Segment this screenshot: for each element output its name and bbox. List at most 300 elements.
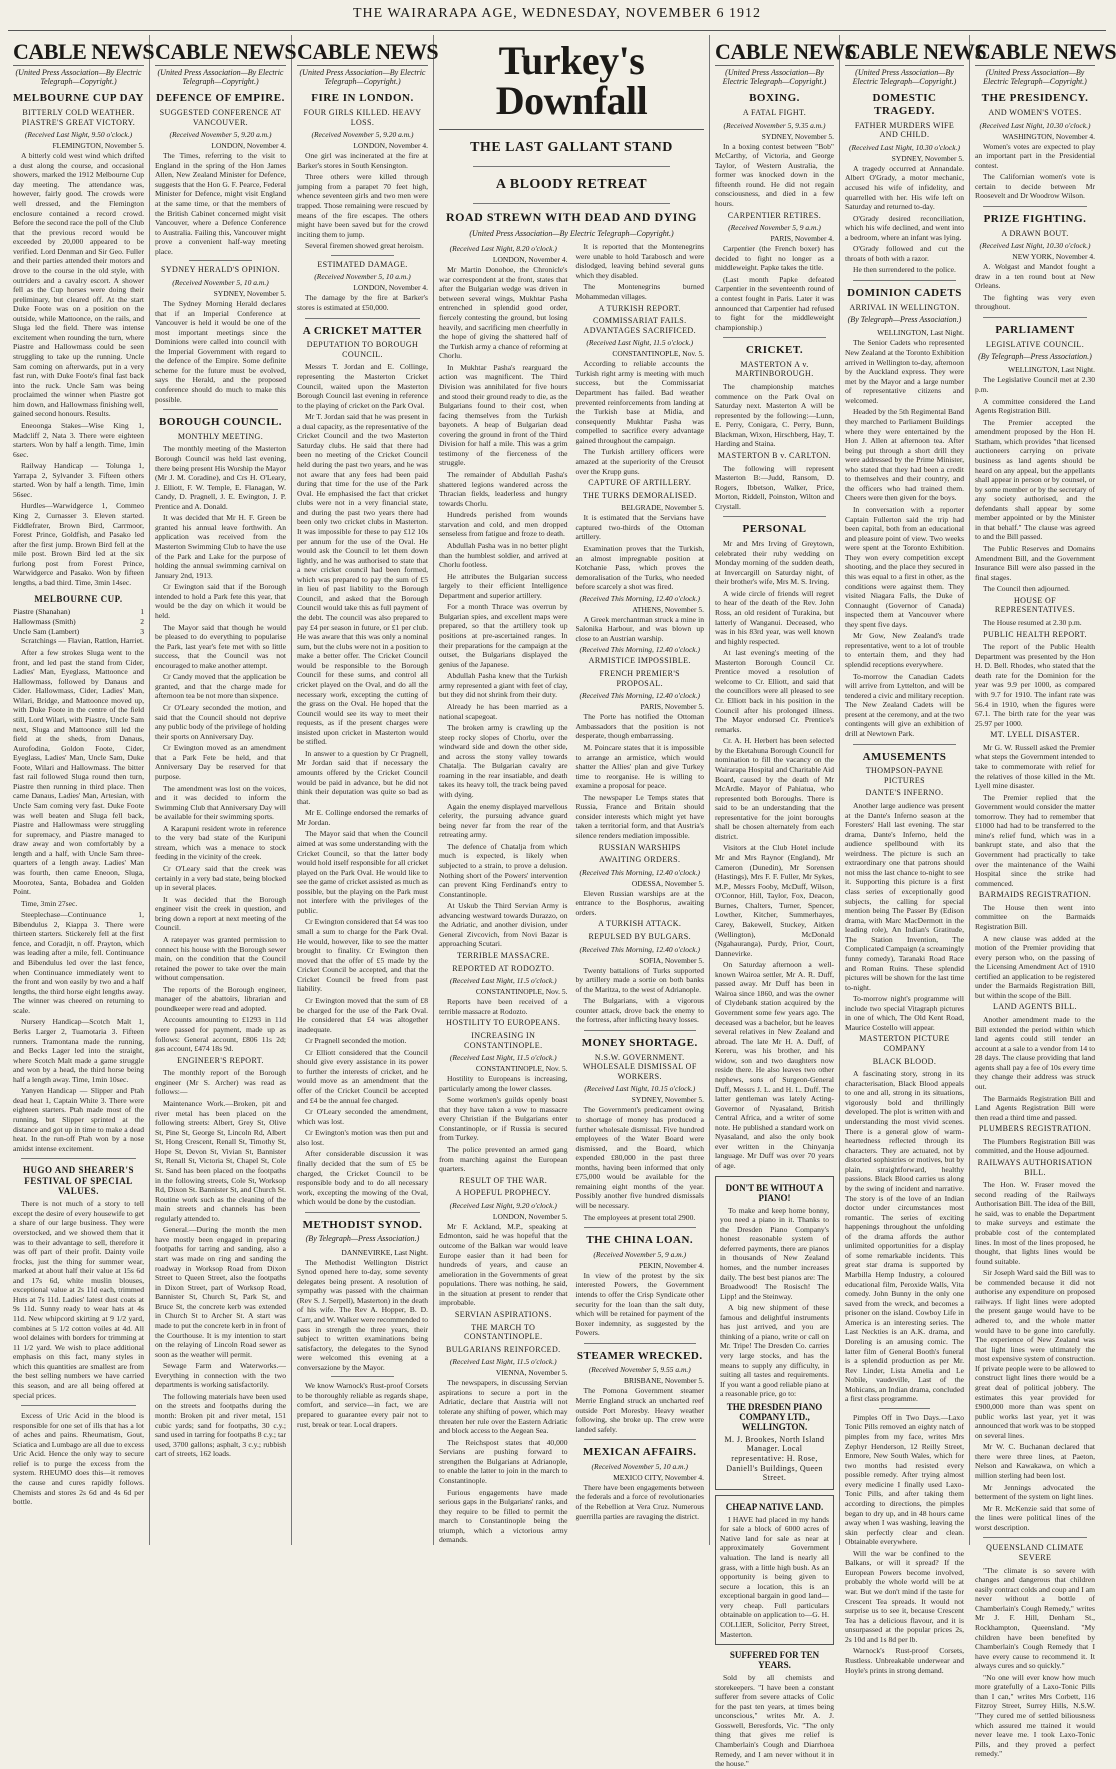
article-heading: A CRICKET MATTER — [302, 324, 423, 337]
paragraph: Abdullah Pasha knew that the Turkish army represented a giant with feet of clay, but they did not shrink from their duty. — [439, 671, 568, 700]
feature-subtitle: A BLOODY RETREAT — [495, 177, 648, 192]
section-heading: RAILWAYS AUTHORISATION BILL. — [977, 1157, 1093, 1177]
article-heading: AMUSEMENTS — [862, 750, 947, 763]
place-line: DANNEVIRKE, Last Night. — [341, 1247, 428, 1257]
divider — [473, 203, 670, 204]
column-header: CABLE NEWS — [297, 39, 439, 64]
paragraph: Messrs T. Jordan and E. Collinge, representing the Masterton Cricket Council, waited upon the Masterton Borough Council last evening in reference to the playing of cricket on the Park Oval. — [297, 362, 428, 410]
section-subheading: REPULSED BY BULGARS. — [588, 932, 692, 942]
paragraph: We know Warnock's Rust-proof Corsets to be thoroughly reliable as regards shape, comfort, and service—in fact, we are prepared to guarantee every pair not to rust, break or tear. Local drapers. — [297, 1381, 428, 1429]
section-heading: BARMAIDS REGISTRATION. — [978, 890, 1092, 900]
paragraph: The Sydney Morning Herald declares that if an Imperial Conference at Vancouver is held it would be one of the most important meetings since the Dominions were called into council with the Imperial Government with regard to the defence of the Empire. Some definite scheme for the future must be evolved, says the Herald, and the proposed conference should do much to make this possible. — [155, 298, 286, 404]
article-subheading: A FATAL FIGHT. — [742, 108, 807, 118]
paragraph: Cr Pragnell seconded the motion. — [305, 1036, 407, 1046]
section-heading: SERVIAN ASPIRATIONS. — [454, 1309, 552, 1319]
divider — [189, 260, 252, 261]
paragraph: At Uskub the Third Servian Army is advancing westward towards Durazzo, on the Adriatic, and another division, under General Zivcovich, from Novi Bazar is approaching Scutari. — [439, 901, 568, 949]
paragraph: It was decided that the Borough engineer visit the creek in question, and bring down a report at next meeting of the Council. — [155, 894, 286, 933]
article-subheading: FATHER MURDERS WIFE AND CHILD. — [854, 120, 955, 140]
paragraph: Another large audience was present at the Dante's Inferno season at the Foresters' Hall last evening. The star drama, Dante's Inferno, held the audience spellbound with its weirdness. The picture is such an extraordinary one that patrons should not miss the last chance to-night to see it. Supporting this picture is a first class series of exceptionally good subjects, the calling for special mention being The Passer By (Edison drama, with Marc MacDermott in the leading role), An Indian's Gratitude, The Station Invention, The Complicated Campaign (a screamingly funny comedy), Taranaki Road Race and Roman Ruins. These splendid pictures will be shown for the last time to-night. — [845, 800, 964, 992]
place-line: PARIS, November 4. — [770, 234, 834, 244]
place-line: LONDON, November 4. — [492, 255, 568, 265]
credit-line: (By Telegraph—Press Association.) — [305, 1234, 420, 1244]
paragraph: Cr Ewington moved that the sum of £8 be charged for the use of the Park Oval. He considered that £4 was altogether inadequate. — [297, 995, 428, 1034]
paragraph: "No one will ever know how much more gratefully of a Laxo-Tonic Pills than I can," writes Mrs Corbett, 116 Fitzroy Street, Surrey Hills, N.S.W. "They cured me of settled biliousness which assured me ttained it would never leave me. I took Laxo-Tonic Pills, and they proved a perfect remedy." — [975, 1672, 1095, 1759]
advertisement-land — [715, 1495, 834, 1645]
paragraph: Headed by the 5th Regimental Band they marched to Parliament Buildings where they were entertained by the Hon J. Allen at afternoon tea. After being put through a short drill they were addressed by the Prime Minister, who stated that they had been a credit to themselves and their country, and the officers who had trained them. Cheers were then given for the boys. — [845, 407, 964, 503]
divider — [584, 1343, 697, 1344]
paragraph: A tragedy occurred at Annandale. Albert O'Grady, a motor mechanic, accused his wife of infidelity, and quarrelled with her. His wife left on Saturday and returned to-day. — [845, 163, 964, 212]
place-line: MEXICO CITY, November 4. — [613, 1472, 704, 1482]
section-heading: MASTERTON PICTURE COMPANY — [859, 1034, 950, 1054]
divider — [983, 317, 1087, 318]
paragraph: Steeplechase—Continuance 1, Bibendulus 2, Kiappa 3. There were thirteen starters. Stickerely fell at the first fence, and Coradjit, n off. Prayton, which was leading after a mile, fell. Continuance and Bibendulus led over the last fence, when Continuance immediately went to the front and won easily by two and a half lengths, the third horse eight lengths away. The winner was cheered on returning to scale. — [13, 910, 144, 1015]
paragraph: Furious engagements have made serious gaps in the Bulgarians' ranks, and they require to be filled to permit the march to Constantinople being the triumph, which a victorious army demands. — [439, 1487, 568, 1545]
credit-line: (By Telegraph—Press Association.) — [978, 352, 1092, 362]
result-name: Uncle Sam (Lambert) — [13, 626, 80, 636]
place-line: ODESSA, November 5. — [631, 878, 704, 888]
paragraph: A wide circle of friends will regret to hear of the death of the Rev. John Ross, an old resident of Turakina, but latterly of Wanganui. Deceased, who was in his 83rd year, was well known and highly respected. — [715, 588, 834, 646]
place-line: BELGRADE, November 5. — [621, 503, 704, 513]
paragraph: The Premier accepted the amendment proposed by the Hon H. Statham, which provides "that licensed auctioneers carrying on private business as land agents should be heard on any appeal, but the appellants shall appear in person or by counsel, or by some member or by the secretary of any society authorised, and the defendants shall appear by some member appointed or by the Minister in that behalf." The clause was agreed to and the Bill passed. — [975, 417, 1095, 542]
paragraph: A committee considered the Land Agents Registration Bill. — [975, 396, 1095, 416]
paragraph: Mr F. Ackland, M.P., speaking at Edmonton, said he was hopeful that the outcome of the Balkan war would leave Europe easier than it had been for hundreds of years, and cause an amelioration in the Governments of great populations. There was nothing, he said, in the situation at present to render that improbable. — [439, 1221, 568, 1308]
section-heading: FRENCH PREMIER'S PROPOSAL. — [599, 669, 681, 688]
place-line: WELLINGTON, Last Night. — [1008, 365, 1095, 375]
paragraph: Time, 3min 27sec. — [21, 898, 78, 908]
place-line: CONSTANTINOPLE, Nov. 5. — [612, 349, 704, 359]
paragraph: Mr Martin Donohoe, the Chronicle's war correspondent at the front, states that after the Bulgarian wedge was driven in between several wings, Mukhtar Pasha entrenched in splendid good order, fiercely contesting the ground, but losing heavily, and sacrificing men cheerfully in the hope of giving the shattered half of the Turkish army a chance of reforming at Chorlu. — [439, 265, 568, 361]
result-row — [13, 617, 144, 627]
section-heading: PLUMBERS REGISTRATION. — [978, 1124, 1092, 1134]
paragraph: To make and keep home bonny, you need a piano in it. Thanks to the Dresden Piano Company's honest reasonable system of deferred payments, there are pianos in thousands of New Zealand homes, and the number increases daily. The best best pianos are: The Broadwood! The Rosisch! The Lipp! and the Steinway. — [720, 1205, 829, 1301]
paragraph: Twenty battalions of Turks supported by artillery made a sortie on both banks of the Maritza, to the west of Adrianople. — [575, 965, 704, 994]
column-1 — [8, 35, 155, 1545]
article-subheading: SUGGESTED CONFERENCE AT VANCOUVER. — [159, 108, 282, 127]
paragraph: In view of the protest by the six interested Powers, the Government intends to offer the Crisp Syndicate other security for the loan than the salt duty, which will be retained for payment of the Boxer indemnity, as suggested by the Powers. — [575, 1270, 704, 1338]
paragraph: (Last month Papke defeated Carpentier in the seventeenth round of a contest fought in Paris. Later it was announced that Carpentier had refused to fight for the middleweight championship.) — [715, 274, 834, 332]
paragraph: The amendment was lost on the voices, and it was decided to inform the Swimming Club that Anniversary Day will be available for their swimming sports. — [155, 783, 286, 822]
feature-title: Turkey's Downfall — [439, 41, 704, 130]
column-7 — [970, 35, 1116, 1759]
paragraph: Hundreds perished from wounds starvation and cold, and men dropped senseless from fatigue and froze to death. — [439, 510, 568, 539]
place-line: ATHENS, November 5. — [632, 604, 704, 614]
paragraph: The newspapers, in discussing Servian aspirations to secure a port in the Adriatic, declare that Austria will not tolerate any shifting of power, which may threaten her rule over the Eastern Adriatic and block access to the Aegean Sea. — [439, 1378, 568, 1436]
paragraph: The Porte has notified the Ottoman Ambassadors that the position is not desperate, though embarrassing. — [575, 712, 704, 741]
place-line: LONDON, November 4. — [211, 141, 286, 151]
paragraph: Cr Ewington's motion was then put and also lost. — [297, 1128, 428, 1147]
place-line: VIENNA, November 5. — [495, 1368, 568, 1378]
paragraph: The monthly report of the Borough engineer (Mr S. Archer) was read as follows:— — [155, 1068, 286, 1097]
paragraph: Women's votes are expected to play an important part in the Presidential contest. — [975, 141, 1095, 170]
dateline: (Received Last Night, 10.30 o'clock.) — [849, 142, 960, 152]
paragraph: To-morrow night's programme will include two special Vitagraph pictures in one of which, The Old Kent Road, Maurice Costello will appear. — [845, 994, 964, 1032]
section-heading: RESULT OF THE WAR. — [459, 1175, 548, 1185]
credit-line: (United Press Association—By Electric Telegraph—Copyright.) — [157, 68, 284, 87]
divider — [305, 1212, 420, 1213]
article-heading: DEFENCE OF EMPIRE. — [156, 92, 285, 105]
article-heading: MONEY SHORTAGE. — [581, 1037, 698, 1049]
paragraph: Examination proves that the Turkish, an almost impregnable position at Kotchanie Pass, which proves the demoralisation of the Turks, who needed before scarcely a shot was fired. — [575, 543, 704, 592]
section-subheading: INCREASING IN CONSTANTINOPLE. — [464, 1030, 543, 1050]
article-heading: MEXICAN AFFAIRS. — [582, 1446, 697, 1459]
divider — [879, 1408, 930, 1409]
paragraph: In Mukhtar Pasha's rearguard the action was magnificent. The Third Division was annihilated for five hours and stood their ground ready to die, as the Bulgarians found to their cost, when facing themselves from the Turkish bayonets. A heap of Bulgarian dead covering the ground in front of the Third Division for half a mile. This was a grim testimony of the fierceness of the struggle. — [439, 362, 568, 468]
paragraph: Cr O'Leary seconded the amendment, which was lost. — [297, 1107, 428, 1126]
column-header: CABLE NEWS — [155, 39, 297, 64]
section-heading: ENGINEER'S REPORT. — [177, 1055, 264, 1065]
section-heading: RUSSIAN WARSHIPS — [598, 842, 681, 852]
paragraph: Reports have been received of a terrible massacre at Rodozto. — [439, 997, 568, 1016]
feature-right — [576, 242, 705, 1547]
place-line: SYDNEY, November 5. — [891, 153, 964, 163]
feature-left — [439, 242, 568, 1547]
result-place: 3 — [140, 626, 144, 636]
paragraph: The Californian women's vote is certain to decide between Mr Roosevelt and Dr Woodrow Wilson. — [975, 172, 1095, 201]
divider — [723, 337, 826, 338]
paragraph: The Mayor said that when the Council aimed at was some understanding with the Cricket Council, so that the latter body would hold itself responsible for all cricket played on the Park Oval. He would like to see the game of cricket assisted as much as possible, but the playing on the Park must not interfere with the privileges of the public. — [297, 829, 428, 915]
article-heading: THE CHINA LOAN. — [586, 1234, 694, 1247]
paragraph: According to reliable accounts the Turkish right army is meeting with much success, but the Commissariat Department has failed. Bad weather prevented reinforcements from landing at the Turkish base at Midia, and consequently Mukhtar Pasha was compelled to sacrifice every advantage gained throughout the campaign. — [575, 359, 704, 445]
section-heading: BULGARIANS REINFORCED. — [445, 1344, 561, 1354]
divider — [853, 744, 956, 745]
feature-subtitle: THE LAST GALLANT STAND — [470, 140, 673, 155]
paragraph: The defence of Chatalja from which much is expected, is likely when subjected to a strain, to prove a delusion. Nothing short of the Powers' intervention can prevent King Ferdinand's entry to Constantinople. — [439, 841, 568, 899]
paragraph: The Hon. W. Fraser moved the second reading of the Railways Authorisation Bill. The idea of the Bill, he said, was to enable the Department to make surveys and estimate the probable cost of the contemplated lines. In most of the lines proposed, he thought, that lights lines would be found suitable. — [975, 1180, 1095, 1266]
paragraph: A Greek merchantman struck a mine in Salonika Harbour, and was blown up close to an Austrian warship. — [575, 614, 704, 643]
section-heading: MASTERTON B v. CARLTON. — [717, 450, 832, 460]
paragraph: Excess of Uric Acid in the blood is responsible for one set of ills that has a lot of aches and pains. Rheumatism, Gout, Sciatica and Lumbago are all due to excess Uric Acid. Hence the only way to secure relief is to purge the excess from the system. RHEUMO does this—it removes the cause and cures rapidly follows. Chemists and stores 2s 6d and 4s 6d per bottle. — [13, 1411, 144, 1507]
paragraph: Cr Ewington moved as an amendment that a Park Fete be held, and that Anniversary Day be reserved for that purpose. — [155, 743, 286, 781]
paragraph: After a few strokes Sluga went to the front, and led past the stand from Cider, Ladies' Man, Eyeglass, Mattoonce and Hallowmass, followed by Danaus and Cider. Hallowmass, Cider, Ladies' Man, Wilari, Bridge, and Mattoonce moved up, with Duke Foote in the centre of the field still, Lord Wilari, with Piastre, Uncle Sam next, Sluga and Mattoonce still led the field at the sheds, from Danaus, Aurofodina, Goldon Foote, Cider, Eyeglass, Ladies' Man, Uncle Sam, Duke Foote, Wilari and Hallowmass. The bitter fast rail followed Sluga round then turn, Piastre then running in third place. Then came Danaus, Ladies' Man, Artesian, with Uncle Sam coming very fast. Duke Foote was well beaten and Sluga fell back, Piastre and Hallowmass were struggling for supremacy, and Piastre managed to draw away and won comfortably by a length and a half, with Uncle Sam three-quarters of a length away. Ladies' Man was fourth, then came Eneoon, Sluga, Moorotea, Santa, Bobadea and Golden Point. — [13, 648, 144, 897]
paragraph: At last evening's meeting of the Masterton Borough Council Cr. Prentice moved a resolution of welcome to Cr. Elliott, and said that the councillors were all pleased to see Cr. Elliott back in his position in the Council after his prolonged illness. The Mayor endorsed Cr. Prentice's remarks. — [715, 648, 834, 734]
paragraph: One girl was incinerated at the fire at Barker's stores in South Kensington. — [297, 151, 428, 170]
feature-body — [439, 242, 704, 1547]
ad-title: CHEAP NATIVE LAND. — [725, 1501, 824, 1512]
paragraph: The following will represent Masterton B:—Judd, Ransom, D. Rogers, Ibbetson, Walker, Price, Morton, Riddell, Poinston, Wilton and Crystall. — [715, 463, 834, 511]
paragraph: Warnock's Rust-proof Corsets, Rustless. Unbreakable underwear and Hoyle's prints in strong demand. — [845, 1646, 964, 1675]
paragraph: The Pomona Government steamer Merrie England struck an uncharted reef outside Port Moresby. Heavy weather following, she broke up. The crew were landed safely. — [575, 1386, 704, 1434]
masthead — [8, 6, 1106, 31]
dateline: (Received Last Night, 11.5 o'clock.) — [449, 1053, 557, 1063]
dateline: (Received Last Night, 10.15 o'clock.) — [584, 1084, 696, 1094]
paragraph: The Public Reserves and Domains Amendment Bill, and the Government Insurance Bill were also passed in the final stages. — [975, 544, 1095, 582]
divider — [584, 1439, 697, 1440]
dateline: (Received Last Night, 10.30 o'clock.) — [979, 120, 1091, 130]
paragraph: The newspaper Le Temps states that Russia, France and Britain should consider interests which might yet have taken a territorial form, and that Austria's silence renders mediation impossible. — [575, 792, 704, 840]
article-heading: HUGO AND SHEARER'S FESTIVAL OF SPECIAL VALUES. — [22, 1165, 135, 1196]
paragraph: A. Wolgast and Mandot fought a draw in a ten round bout at New Orleans. — [975, 262, 1095, 291]
credit-line: (United Press Association—By Electric Telegraph—Copyright.) — [469, 229, 674, 238]
credit-line: (United Press Association—By Electric Telegraph—Copyright.) — [983, 68, 1087, 87]
section-heading: A TURKISH REPORT. — [598, 303, 681, 313]
paragraph: Hostility to Europeans is increasing, particularly among the lower classes. — [439, 1074, 568, 1093]
credit-line: (United Press Association—By Electric Telegraph—Copyright.) — [299, 68, 426, 87]
paragraph: M. Poincare states that it is impossible to arrange an armistice, which would shatter the Allies' plan and give Turkey time to reorganise. He is willing to examine a proposal for peace. — [575, 742, 704, 791]
credit-line: (United Press Association—By Electric Telegraph—Copyright.) — [852, 68, 957, 87]
dateline: (Received November 5, 9 a.m.) — [728, 223, 821, 233]
dateline: (Received This Morning, 12.40 o'clock.) — [579, 645, 701, 655]
paragraph: The damage by the fire at Barker's stores is estimated at £50,000. — [297, 293, 428, 312]
paragraph: The Times, referring to the visit to England in the spring of the Hon James Allen, New Zealand Minister for Defence, suggests that the Hon G. F. Pearce, Federal Minister for Defence, might visit England at the same time, or that the members of the British Cabinet concerned might visit Vancouver, where a Defence Conference to Australia. Failing this, Vancouver might prove a convenient half-way meeting place. — [155, 151, 286, 256]
article-subheading: MONTHLY MEETING. — [177, 431, 264, 441]
paragraph: A bitterly cold west wind which drifted a dust along the course, and occasional showers, marked the 1912 Melbourne Cup day meeting. The attendance was, however, fairly good. The crowds were well dressed, and the Flemington enclosure contained a record crowd. Before the second race the poll of the Club that the previous record would be exceeded by 20,000 appeared to be verified. Lord Denman and Sir Geo. Fuller and their parties attended their motors and drove to the course in the old style, with outriders and a cavalry escort. A shower fell as the Cup horses were doing their preliminary, but cleared off. At the start Duke Foote was on a position on the outside, while Mattoonce, on the rails, and Sluga led the field. There was intense excitement when rounding the turn, where Piastre and Hallowmass could be seen struggling to take up the running. Uncle Sam coming on afterwards, put in a very fast run, with Duke Foote's final fast back into the ruck. Uncle Sam was being proclaimed the winner when Piastre got him down, and Hallowmass finishing well, gained second honours. Results. — [13, 151, 144, 419]
paragraph: The Legislative Council met at 2.30 p.m. — [975, 375, 1095, 395]
section-heading: SYDNEY HERALD'S OPINION. — [161, 265, 280, 275]
article-subheading: DEPUTATION TO BOROUGH COUNCIL. — [306, 340, 419, 359]
divider — [163, 409, 278, 410]
article-heading: PARLIAMENT — [995, 324, 1075, 337]
paragraph: Carpentier (the French boxer) has decided to fight no longer as a middleweight. Papke takes the title. — [715, 244, 834, 273]
dateline: (Received Last Night, 9.50 o'clock.) — [24, 130, 133, 140]
divider — [305, 318, 420, 319]
paragraph: Cr Ewington said that if the Borough intended to hold a Park fete this year, that would be the day on which it would be held. — [155, 582, 286, 620]
article-subheading: THOMPSON-PAYNE PICTURES — [865, 766, 944, 785]
masthead-title: THE WAIRARAPA AGE, WEDNESDAY, NOVEMBER 6 1912 — [352, 6, 761, 21]
article-subheading: N.S.W. GOVERNMENT. WHOLESALE DISMISSAL OF WORKERS. — [582, 1052, 697, 1081]
result-row — [13, 607, 144, 617]
place-line: CONSTANTINOPLE, Nov. 5. — [475, 987, 568, 997]
section-subheading: THE MARCH TO CONSTANTINOPLE. — [464, 1322, 543, 1342]
paragraph: "The climate is so severe with changes and dangerous that children easily contract colds and coup and I am never without a bottle of Chamberlain's Cough Remedy," writes Mr J. F. Hill, Denham St., Rockhampton, Queensland. "My children have been benefited by Chamberlain's Cough Remedy that I have every cause to recommend it. It always cures and so quickly." — [975, 1565, 1095, 1671]
article-heading: PERSONAL — [742, 523, 807, 536]
place-line: SYDNEY, November 5. — [213, 288, 286, 298]
article-subheading: A DRAWN BOUT. — [1001, 228, 1069, 238]
column-header: CABLE NEWS — [975, 39, 1116, 64]
paragraph: The Methodist Wellington District Synod opened here to-day, some seventy delegates being present. A resolution of sympathy was passed with the chairman (Rev S. J. Serpell), Masterton) in the death of his wife. The Rev A. Hopper, B. D. Carr, and W. Walker were recommended to pass in strength the three years, their subject to written examinations being satisfactory, the delegates to the Synod were welcomed this evening at a conversazione by the Mayor. — [297, 1257, 428, 1372]
paragraph: The Mayor said that though he would be pleased to do everything to popularise the Park, last year's fete met with so little success, that the Council was not encouraged to make another attempt. — [155, 622, 286, 670]
section-heading: HOSTILITY TO EUROPEANS. — [446, 1018, 561, 1028]
result-row — [13, 627, 144, 637]
divider — [331, 255, 394, 256]
paragraph: Mr Gow, New Zealand's trade representative, went to a lot of trouble to entertain them, and they had splendid receptions everywhere. — [845, 631, 964, 670]
paragraph: Visitors at the Club Hotel include Mr and Mrs Raynor (England), Mr Cameron (Dunedin), Mr Sorensen (Hastings), Mrs F. F. Fuller, Mr Sykes, M.P., Messrs Fooby, McDuff, Wilson, O'Connor, Hill, Taylor, Fox, Deacon, Burnes, Chalters, Turner, Spencer, Lowther, Kitcher, Summerhayes, Carey, Bakewell, Stuckey, Aitken (Wellington), McDonald (Ngahauranga), Purdy, Prior, Court, Dannevirke. — [715, 843, 834, 958]
section-heading: DANTE'S INFERNO. — [865, 788, 944, 798]
article-subheading: ARRIVAL IN WELLINGTON. — [849, 302, 960, 312]
column-5 — [710, 35, 857, 1769]
place-line: CONSTANTINOPLE, Nov. 5. — [475, 1064, 568, 1074]
paragraph: Mr R. McKenzie said that some of the lines were political lines of the worst description. — [975, 1503, 1095, 1532]
paragraph: Cr Elliott considered that the Council should give every assistance in its power to further the interests of cricket, and he would move as an amendment that the offer of the Cricket Council be accepted and £4 be the annual fee charged. — [297, 1047, 428, 1105]
credit-line: (United Press Association—By Electric Telegraph—Copyright.) — [722, 68, 827, 87]
place-line: SOFIA, November 5. — [639, 955, 704, 965]
paragraph: A new clause was added at the motion of the Premier providing that every person who, on the passing of the Licensing Amendment Act of 1910 certified an application to be registered under the Barmaids Registration Bill, but within the scope of the Bill. — [975, 933, 1095, 1000]
place-line: LONDON, November 4. — [353, 141, 428, 151]
paragraph: The following materials have been used on the streets and footpaths during the month: Broken pit and river metal, 151 cubic yards; sand for footpaths, 30 c.y.; sand used in tarring for footpaths 8 c.y.; tar used, 3700 gallons; asphalt, 3 c.y.; rubbish cart of streets, 162 loads. — [155, 1391, 286, 1459]
paragraph: Pimples Off in Two Days.—Laxo Tonic Pills removed an eighty natch of pimples from my face, writes Mrs Zephyr Henderson, 12 Reilly Street, Enmore, New South Wales, which for two months had resisted every possible remedy. After trying almost every medicine I finally used Laxo-Tonic Pills, and after taking them according to directions, the pimples began to dry up, and in 48 hours came away when I was washing, leaving the skin perfectly clear and clean. Obtainable everywhere. — [845, 1412, 964, 1547]
dateline: (Received This Morning, 12.40 o'clock.) — [579, 593, 701, 603]
paragraph: Mr W. C. Buchanan declared that there were three lines, at Paeton, Nelson and Kawakawa, on which a million sterling had been lost. — [975, 1442, 1095, 1481]
place-line: LONDON, November 4. — [353, 283, 428, 293]
article-heading: METHODIST SYNOD. — [302, 1218, 423, 1231]
column-6 — [840, 35, 987, 1675]
paragraph: O'Grady desired reconciliation, which his wife declined, and went into a bedroom, where an infant was lying. — [845, 213, 964, 242]
paragraph: The championship matches commence on the Park Oval on Saturday next. Masterton A will be represented by the following:—Lunn, E. Perry, Conigara, C. Perry, Bunn, Blackman, Wixon, Hirschberg, Hay, T. Harding and Staina. — [715, 382, 834, 449]
section-heading: PUBLIC HEALTH REPORT. — [983, 629, 1087, 639]
paragraph: Mr E. Collinge endorsed the remarks of Mr Jordan. — [297, 808, 428, 827]
paragraph: Scratchings — Flavian, Rattlon, Harriet. — [21, 636, 144, 646]
article-subheading: FOUR GIRLS KILLED. HEAVY LOSS. — [303, 108, 422, 127]
paragraph: Cr Ewington considered that £4 was too small a sum to charge for the Park Oval. He would, however, like to see the matter brought to finality. Cr Ewington then moved that the offer of £5 made by the Cricket Council be accepted, and that the Cricket Council be freed from past liability. — [297, 917, 428, 994]
ad-title: SUFFERED FOR TEN YEARS. — [729, 1650, 820, 1671]
section-heading: MELBOURNE CUP. — [34, 593, 123, 604]
paragraph: Again the enemy displayed marvellous celerity, the pursuing advance guard being never far from the rear of the retreating army. — [439, 801, 568, 840]
article-subheading: BITTERLY COLD WEATHER. PIASTRE'S GREAT VICTORY. — [21, 108, 136, 127]
paragraph: Mr Jennings advocated the betterment of the system on light lines. — [975, 1482, 1095, 1502]
dateline: (Received November 5, 10 a.m.) — [314, 272, 411, 282]
credit-line: (United Press Association—By Electric Telegraph—Copyright.) — [15, 68, 142, 87]
paragraph: Already he has been married as a national scapegoat. — [439, 701, 568, 721]
place-line: SYDNEY, November 5. — [631, 1095, 704, 1105]
section-heading: MT. LYELL DISASTER. — [990, 730, 1080, 740]
article-heading: FIRE IN LONDON. — [311, 92, 414, 105]
dateline: (Received Last Night, 11.5 o'clock.) — [449, 976, 557, 986]
paragraph: After considerable discussion it was finally decided that the sum of £5 be charged, the Cricket Council to be responsible body and to do all necessary work, excepting the mowing of the Oval, which would be done by the custodian. — [297, 1149, 428, 1207]
paragraph: Several firemen showed great heroism. — [305, 241, 424, 251]
dateline: (Received November 5, 9.20 a.m.) — [311, 130, 414, 140]
paragraph: A fascinating story, strong in its characterisation, Black Blood appeals to one and all, strong in its situations, vigorously bold and thrillingly developed. The plot is written with and understanding the most vivid scenes. There is a general glow of warm-heartedness reflected through its characters. They are actuated, not by distorted sophistries or motives, but by plain, straightforward, healthy passions. Black Blood carries us along by the swing of incident and narrative. The story is of the love of an Indian doctor under circumstances most romantic. The series of exciting happenings throughout the unfolding of the drama affords the author unlimited opportunities for a display of some remarkable incidents. This great star drama is supported by Marbilla Hemp Industry, a coloured educational film, Peroxide Walls, Vita comedy. John Bunny in the only one saved from the wreck, and becomes a prisoner on the island. Cowboy Life in America is an interesting series. The Last Neckties is an A.K. drama, and Doreling is an amusing comic. The latter film of General Booth's funeral is a splendid production as per Mr. Rev Linder, Lista Amelia and Le Nobile, vaudeville, Last of the Mohicans, an Indian drama, concluded a first class programme. — [845, 1069, 965, 1404]
result-place: 1 — [140, 606, 144, 616]
paragraph: Some workmen's guilds openly boast that they have taken a vow to massacre every Christian if the Bulgarians enter Constantinople, or if Russia is secured from Turkey. — [439, 1095, 568, 1143]
paragraph: Hurdles—Warwidgerce 1, Commeo King 2, Curnasser 3. Eleven started. Fiddlefrater, Brown Bird, Carrmoor, Forest Prince, Goldfish, and Pasako led after the first jump. Brown Bird fell at the mile post. Brown Bird led at the six furlong post from Forest Prince, Warwidgerce and Pasako. Won by fifteen lengths, a bad third. Time, 3min 14sec. — [13, 501, 144, 587]
paragraph: There have been engagements between the federals and a force of revolutionaries of the Rebellion at Vera Cruz. Numerous guerrilla parties are ravaging the district. — [575, 1482, 704, 1521]
paragraph: Abdullah Pasha was in no better plight than the humblest soldier, and arrived at Chorlu footless. — [439, 540, 568, 570]
divider — [983, 1537, 1087, 1538]
feature-subtitle: ROAD STREWN WITH DEAD AND DYING — [446, 210, 697, 224]
place-line: BRISBANE, November 5. — [624, 1376, 704, 1386]
section-heading: HOUSE OF REPRESENTATIVES. — [994, 595, 1076, 615]
paragraph: The House then went into committee on the Barmaids Registration Bill. — [975, 902, 1095, 931]
dateline: (Received November 5, 9.20 a.m.) — [169, 130, 272, 140]
section-subheading: COMMISSARIAT FAILS. ADVANTAGES SACRIFICED. — [583, 316, 696, 335]
paragraph: The police prevented an armed gang from marching against the European quarters. — [439, 1145, 568, 1174]
dateline: (Received November 5, 9.55 a.m.) — [588, 1365, 691, 1375]
paragraph: The monthly meeting of the Masterton Borough Council was held last evening, there being present His Worship the Mayor (Mr J. M. Coradine), and Crs H. O'Leary, J. Elliott, F. W. Temple, E. Flanagan, W. Candy, D. Pragnell, J. E. Ewington, J. P. Prentice and A. Donald. — [155, 444, 286, 511]
article-heading: BOXING. — [749, 92, 800, 105]
paragraph: The Turkish artillery officers were amazed at the superiority of the Creusot over the Krupp guns. — [575, 447, 704, 476]
paragraph: Another amendment made to the Bill extended the period within which land agents could still tender an account at a sale to a vendor from 14 to 28 days. The clause providing that land agents shall pay a fee of 10s every time they change their address was struck out. — [975, 1015, 1095, 1092]
dateline: (Received Last Night, 11.5 o'clock.) — [449, 1357, 557, 1367]
dateline: (Received Last Night, 9.20 o'clock.) — [449, 1200, 557, 1210]
paragraph: O'Grady followed and cut the throats of both with a razor. — [845, 244, 964, 263]
paragraph: The remainder of Abdullah Pasha's shattered legions wandered across the Thracian fields, leaderless and hungry towards Chorlu. — [439, 470, 568, 508]
paragraph: The Council then adjourned. — [983, 584, 1070, 594]
divider — [723, 516, 826, 517]
ad-contact: M. J. Brookes, North Island Manager. Local representative: H. Rose, Daniell's Buildings, Queen Street. — [724, 1434, 825, 1483]
ad-title: DON'T BE WITHOUT A PIANO! — [725, 1182, 824, 1203]
paragraph: Cr O'Leary seconded the motion, and said that the Council should not deprive any public body of the privilege of holding their sports on Anniversary Day. — [155, 703, 286, 741]
section-heading: A TURKISH ATTACK. — [598, 919, 682, 929]
section-heading: LAND AGENTS BILL. — [993, 1002, 1077, 1012]
paragraph: It was decided that Mr H. F. Green be granted his annual leave forthwith. An application was received from the Masterton Swimming Club to have the use of the Park and Lake for the purpose of holding the annual swimming carnival on January 2nd, 1913. — [155, 513, 286, 580]
paragraph: Railway Handicap — Tolunga 1, Yarrapa 2, Sylvander 3. Fifteen others started. Won by half a length. Time, 1min 56sec. — [13, 461, 144, 499]
paragraph: There is not much of a story to tell except the desire of every housewife to get a share of our large business. They were overstocked, and we showed them that it was to their advantage to sell, therefore it was off part of their profit. Dainty voile frocks, just the thing for summer wear, marked at about half their value at 15s 6d and 17s 6d, white muslin blouses, exceptional value at 2s 11d each, trimmed Huts at 7s 11d. Ladies' latest dust coats at 9s 11d. Sunny ready to wear hats at 4s 11d. New whipcord skirting at 9 1/2 yard, combines at 5 1/2 cotton voiles at 4d. All wool delaines with borders for trimming at 11 1/2 yard. We wish to place additional emphasis on this fact, many styles in which this quantities are smallest are from the best selling numbers we have carried this season, and are all being offered at special prices. — [13, 1199, 144, 1400]
paragraph: Cr. A. H. Herbert has been selected by the Eketahuna Borough Council for nomination to fill the vacancy on the Wairarapa Hospital and Charitable Aid Board, caused by the death of Mr McArdle. Mayor of Pahiatua, who represented both Boroughs. There is said to be an understanding that the representative for the joint boroughs shall be chosen alternately from each district. — [715, 736, 834, 841]
section-heading: ESTIMATED DAMAGE. — [317, 259, 408, 269]
paragraph: The Senior Cadets who represented New Zealand at the Toronto Exhibition arrived in Wellington to-day, afternoon by the Auckland express. They were met by the Mayor and a large number of representative citizens and welcomed. — [845, 338, 964, 405]
article-subheading: LEGISLATIVE COUNCIL. — [985, 339, 1085, 349]
article-heading: MELBOURNE CUP DAY — [13, 92, 144, 105]
column-header: CABLE NEWS — [845, 39, 987, 64]
paragraph: Yanyen Handicap — Slipper and Ptah dead heat 1, Captain White 3. There were eighteen starters. Ptah made most of the running, but Slipper sprinted at the distance and got up in time to make a dead heat. In the run-off Ptah won by a nose amidst intense excitement. — [13, 1086, 144, 1153]
section-heading: ARMISTICE IMPOSSIBLE. — [588, 656, 691, 666]
dateline: (Received November 5, 10 a.m.) — [591, 1461, 688, 1471]
paragraph: I HAVE had placed in my hands for sale a block of 6000 acres of Native land for sale as near at approximately Government valuation. The land is nearly all grass, with a little high bush. As an opportunity is being given to secure a location, this is an exceptional bargain in good land—very cheap. Full particulars obtainable on application to—G. H. COLLIER, Solicitor, Perry Street, Masterton. — [720, 1514, 829, 1639]
divider — [584, 1030, 697, 1031]
paragraph: It is reported that the Montenegrins were unable to hold Tarabosch and were dislodged, leaving behind several guns which they disabled. — [575, 242, 704, 280]
paragraph: The report of the Public Health Department was presented by the Hon H. D. Bell. Rhodes, who stated that the death rate for the Dominion for the year was 9.9 per 1000, as compared with 9.7 for 1910. The infant rate was 56.4 in 1910, when the figures were 67.1. The birth rate for the year was 25.97 per 1000. — [975, 642, 1095, 728]
paragraph: The Government's predicament owing to shortage of money has produced a further wholesale dismissal. Five hundred employees of the Water Board were dismissed, and the Board, which expended £80,000 in the past three months, having been informed that only £75,000 would be available for the remaining eight months of the year. Possibly another five hundred dismissals will be necessary. — [575, 1105, 704, 1211]
paragraph: Accounts amounting to £1293 in 11d were passed for payment, made up as follows: General account, £806 11s 2d; gas account, £474 18s 9d. — [155, 1015, 286, 1054]
section-subheading: THE TURKS DEMORALISED. — [582, 490, 697, 500]
paragraph: To-morrow the Canadian Cadets will arrive from Lyttelton, and will be tendered a civic and military reception. The New Zealand Cadets will be present at the ceremony, and at the two contingents will give an exhibition of drill at Newtown Park. — [845, 671, 964, 738]
place-line: PEKIN, November 4. — [639, 1260, 704, 1270]
article-heading: DOMINION CADETS — [847, 287, 962, 300]
article-heading: DOMESTIC TRAGEDY. — [872, 92, 937, 118]
article-heading: PRIZE FIGHTING. — [983, 212, 1087, 225]
paragraph: He then surrendered to the police. — [853, 265, 956, 275]
paragraph: Sold by all chemists and storekeepers. "I have been a constant sufferer from severe attacks of Colic for the past ten years, at times being unconscious," writes Mr. A. J. Gosswell, Beresfords, Vic. "The only thing that gives me relief is Chamberlain's Cough and Diarrhoea Remedy, and I am never without it in the house." — [715, 1673, 834, 1769]
paragraph: Sir Joseph Ward said the Bill was to be commended because it did not authorise any expenditure on proposed railways. If light lines were adopted the present gauge would have to be adhered to, and the whole matter would have to be gone into carefully. The experience of New Zealand was that light lines were ultimately the most expensive system of construction. If private people were to be allowed to construct light lines there would be a great deal of political jobbery. The estimates this year provided for £900,000 more than was spent on public works last year, yet it was announced that work was to be stopped on several lines. — [975, 1268, 1095, 1440]
paragraph: A Karapuni resident wrote in reference to the very bad state of the Kuripuni stream, which was a menace to stock feeding in the vicinity of the creek. — [155, 823, 286, 862]
paragraph: The Bulgarians, with a vigorous counter attack, drove back the enemy to the fortress, after inflicting heavy losses. — [575, 996, 704, 1025]
divider — [853, 280, 956, 281]
paragraph: In answer to a question by Cr Pragnell, Mr Jordan said that if necessary the amounts offered by the Cricket Council would be paid in advance, but he did not think their deputation was quite so bad as that. — [297, 748, 428, 806]
paragraph: In a boxing contest between "Bob" McCarthy, of Victoria, and George Taylor, of Western Australia, the former was knocked down in the fifteenth round. He did not regain consciousness, and died in a few hours. — [715, 141, 834, 208]
place-line: FLEMINGTON, November 5. — [52, 141, 144, 151]
paragraph: The employees at present total 2900. — [583, 1212, 696, 1222]
paragraph: Mr G. W. Russell asked the Premier what steps the Government intended to take to commemorate with relief for the relatives of those killed in the Mt. Lyell mine disaster. — [975, 742, 1095, 791]
section-subheading: A HOPEFUL PROPHECY. — [455, 1188, 551, 1198]
divider — [331, 1376, 394, 1377]
paragraph: Cr O'Leary said that the creek was certainly in a very bad state, being blocked up in several places. — [155, 864, 286, 893]
paragraph: Nursery Handicap—Scotch Malt 1, Berks Larger 2, Tuamotaria 3. Fifteen runners. Tramontana made the running, and Becks Lager led into the straight, where Scotch Malt made a game struggle and won by a head, the third horse being half a length away. Time, 1min 10sec. — [13, 1017, 144, 1084]
section-subheading: AWAITING ORDERS. — [599, 855, 681, 865]
columns — [8, 35, 1116, 1769]
dateline: (Received This Morning, 12.40 o'clock.) — [579, 691, 701, 701]
paragraph: A ratepayer was granted permission to connect his house with the Borough sewer main, on the condition that the Council retained the power to take over the main without compensation. — [155, 934, 286, 983]
paragraph: For a month Thrace was overrun by Bulgarian spies, and excellent maps were prepared, so that the artillery took up positions at pre-ascertained ranges. In their preparations for the campaign at the outset, the Bulgarians displayed the genius of the Japanese. — [439, 602, 568, 669]
result-name: Piastre (Shanahan) — [13, 606, 71, 616]
paragraph: Mr and Mrs Irving of Greytown, celebrated their ruby wedding on Monday morning of the sudden death, at Invercargill on Saturday night, of their brother's wife, Mrs M. S. Irving. — [715, 539, 834, 587]
place-line: WELLINGTON, Last Night. — [877, 328, 964, 338]
paragraph: A big new shipment of these famous and delightful instruments has just arrived, and you are thinking of a piano, write or call on Mr. Tripe! The Dresden Co. carries very large stocks, and has the means to supply any difficulty, in suiting all tastes and requirements. If you want a good reliable piano at a reasonable price, go to: — [720, 1303, 829, 1399]
section-heading: CAPTURE OF ARTILLERY. — [588, 478, 692, 488]
paragraph: General.—During the month the men have mostly been engaged in preparing footpaths for tarring and sanding, also a start was made on ring and sanding the roadway in Worksop Road from Dixon Street to Queen Street, also the footpaths in Dixon Street, part of Worksop Road, Bannister St, Church St, Park St, and Bruce St, the concrete kerb was extended in Church St to Archer St. A start was made to put the concrete kerb in in front of the Courthouse. It is my intention to start on the relaying of Lincoln Road sewer as soon as the weather will permit. — [155, 1225, 286, 1359]
ad-company: THE DRESDEN PIANO COMPANY LTD., WELLINGTON. — [726, 1401, 823, 1432]
paragraph: Sewage Farm and Waterworks.—Everything in connection with the two departments is working satisfactorily. — [155, 1361, 286, 1390]
paragraph: Three others were killed through jumping from a parapet 70 feet high, whence seventeen girls and two men were trapped. Those remaining were rescued by means of the fire escapes. The others might have been saved but for the crowd inciting them to jump. — [297, 172, 428, 239]
article-heading: STEAMER WRECKED. — [576, 1349, 703, 1362]
article-heading: CRICKET. — [745, 344, 804, 357]
section-subheading: BLACK BLOOD. — [872, 1056, 937, 1066]
place-line: PARIS, November 5. — [640, 702, 704, 712]
dateline: (Received Last Night, 11.5 o'clock.) — [586, 338, 694, 348]
place-line: WASHINGTON, November 4. — [1002, 131, 1095, 141]
section-heading: TERRIBLE MASSACRE. — [456, 951, 550, 960]
dateline: (Received November 5, 9.35 a.m.) — [723, 120, 826, 130]
dateline: (Received November 5, 10 a.m.) — [172, 277, 269, 287]
paragraph: Mr T. Jordan said that he was present in a dual capacity, as the representative of the Cricket Council and the two Masterton Saturday clubs. He said that there had been no meeting of the Cricket Council held during the past two years, and he was not aware that any fees had been paid during that time for the use of the Park Oval. He emphasised the fact that cricket clubs were not in a very financial state, and during the past two years there had been only two cricket clubs in Masterton. It was impossible for these to pay £12 10s per annum for the use of the Oval. He would ask the Council to let them down lightly, and he was authorised to state that a new cricket council had been formed, which was prepared to pay the sum of £5 in lieu of past liability to the Borough Council, and asked that the Borough Council would take this as full payment of the debt. The council was also prepared to pay £4 per season in future, or £1 per club. He was aware that this was only a nominal sum, but the clubs were not in a position to make a better offer. The Cricket Council would be responsible to the Borough Council for these sums, and control all cricket played on the Oval, and do all the necessary work, excepting the cutting of the grass on the Oval. He hoped that the Council would see its way to meet their requests, as if the present charges were insisted upon cricket in Masterton would be stifled. — [297, 412, 428, 747]
divider — [21, 1405, 136, 1406]
paragraph: The Barmaids Registration Bill and Land Agents Registration Bill were then read a third time and passed. — [975, 1093, 1095, 1122]
column-4-feature — [434, 35, 710, 1545]
column-3 — [292, 35, 439, 1545]
paragraph: The broken army is crawling up the steep rocky slopes of Chorlu, over the windward side and down the other side, and across the stony valley towards Chatalja. The Bulgarian cavalry are roaming in the rear insatiable, and death takes its heavy toll, the track being paved with dying. — [439, 723, 568, 799]
dateline: (Received Last Night, 10.30 o'clock.) — [979, 241, 1091, 251]
article-subheading: MASTERTON A v. MARTINBOROUGH. — [735, 359, 814, 379]
section-heading: CARPENTIER RETIRES. — [727, 210, 822, 220]
